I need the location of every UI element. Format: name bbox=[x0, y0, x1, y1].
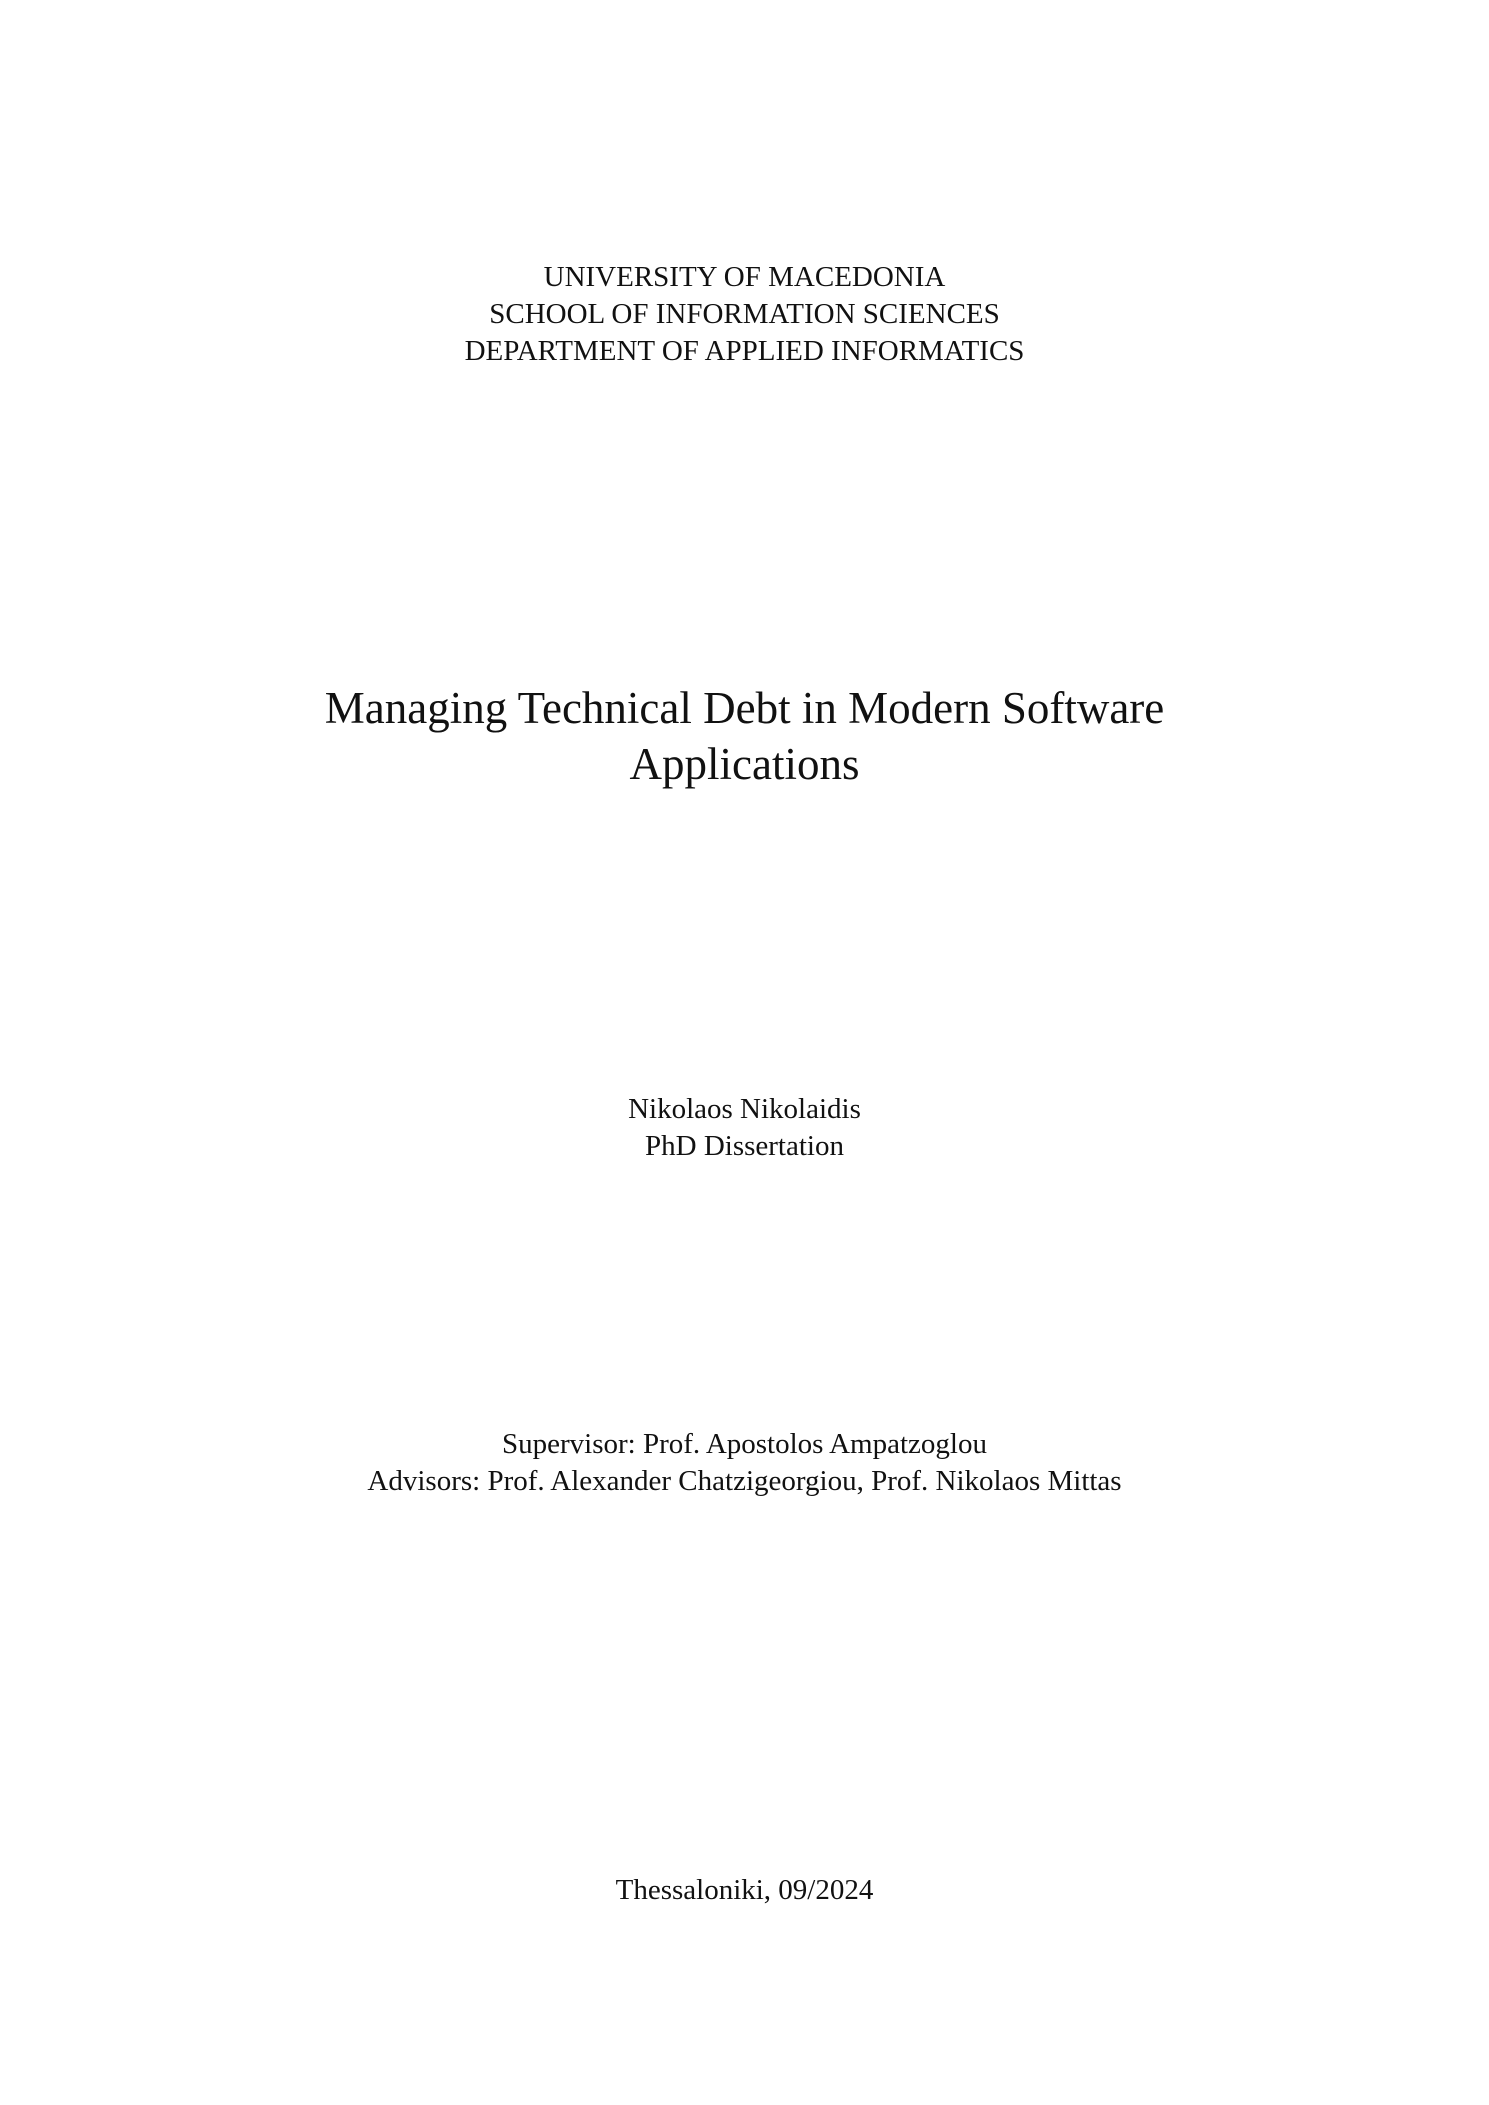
school-name: SCHOOL OF INFORMATION SCIENCES bbox=[489, 298, 1000, 330]
department-name: DEPARTMENT OF APPLIED INFORMATICS bbox=[464, 335, 1025, 367]
supervision-block bbox=[0, 1426, 1489, 1500]
dissertation-title bbox=[0, 680, 1489, 792]
author-name: Nikolaos Nikolaidis bbox=[628, 1093, 861, 1125]
supervisor-line: Supervisor: Prof. Apostolos Ampatzoglou bbox=[502, 1428, 987, 1460]
university-name: UNIVERSITY OF MACEDONIA bbox=[543, 261, 946, 293]
author-block bbox=[0, 1091, 1489, 1165]
institution-header bbox=[0, 259, 1489, 370]
document-type: PhD Dissertation bbox=[645, 1130, 844, 1162]
place-date: Thessaloniki, 09/2024 bbox=[615, 1874, 874, 1906]
title-line-2: Applications bbox=[629, 739, 860, 789]
advisors-line: Advisors: Prof. Alexander Chatzigeorgiou, Prof. Nikolaos Mittas bbox=[367, 1465, 1122, 1497]
title-line-1: Managing Technical Debt in Modern Software bbox=[324, 683, 1165, 733]
